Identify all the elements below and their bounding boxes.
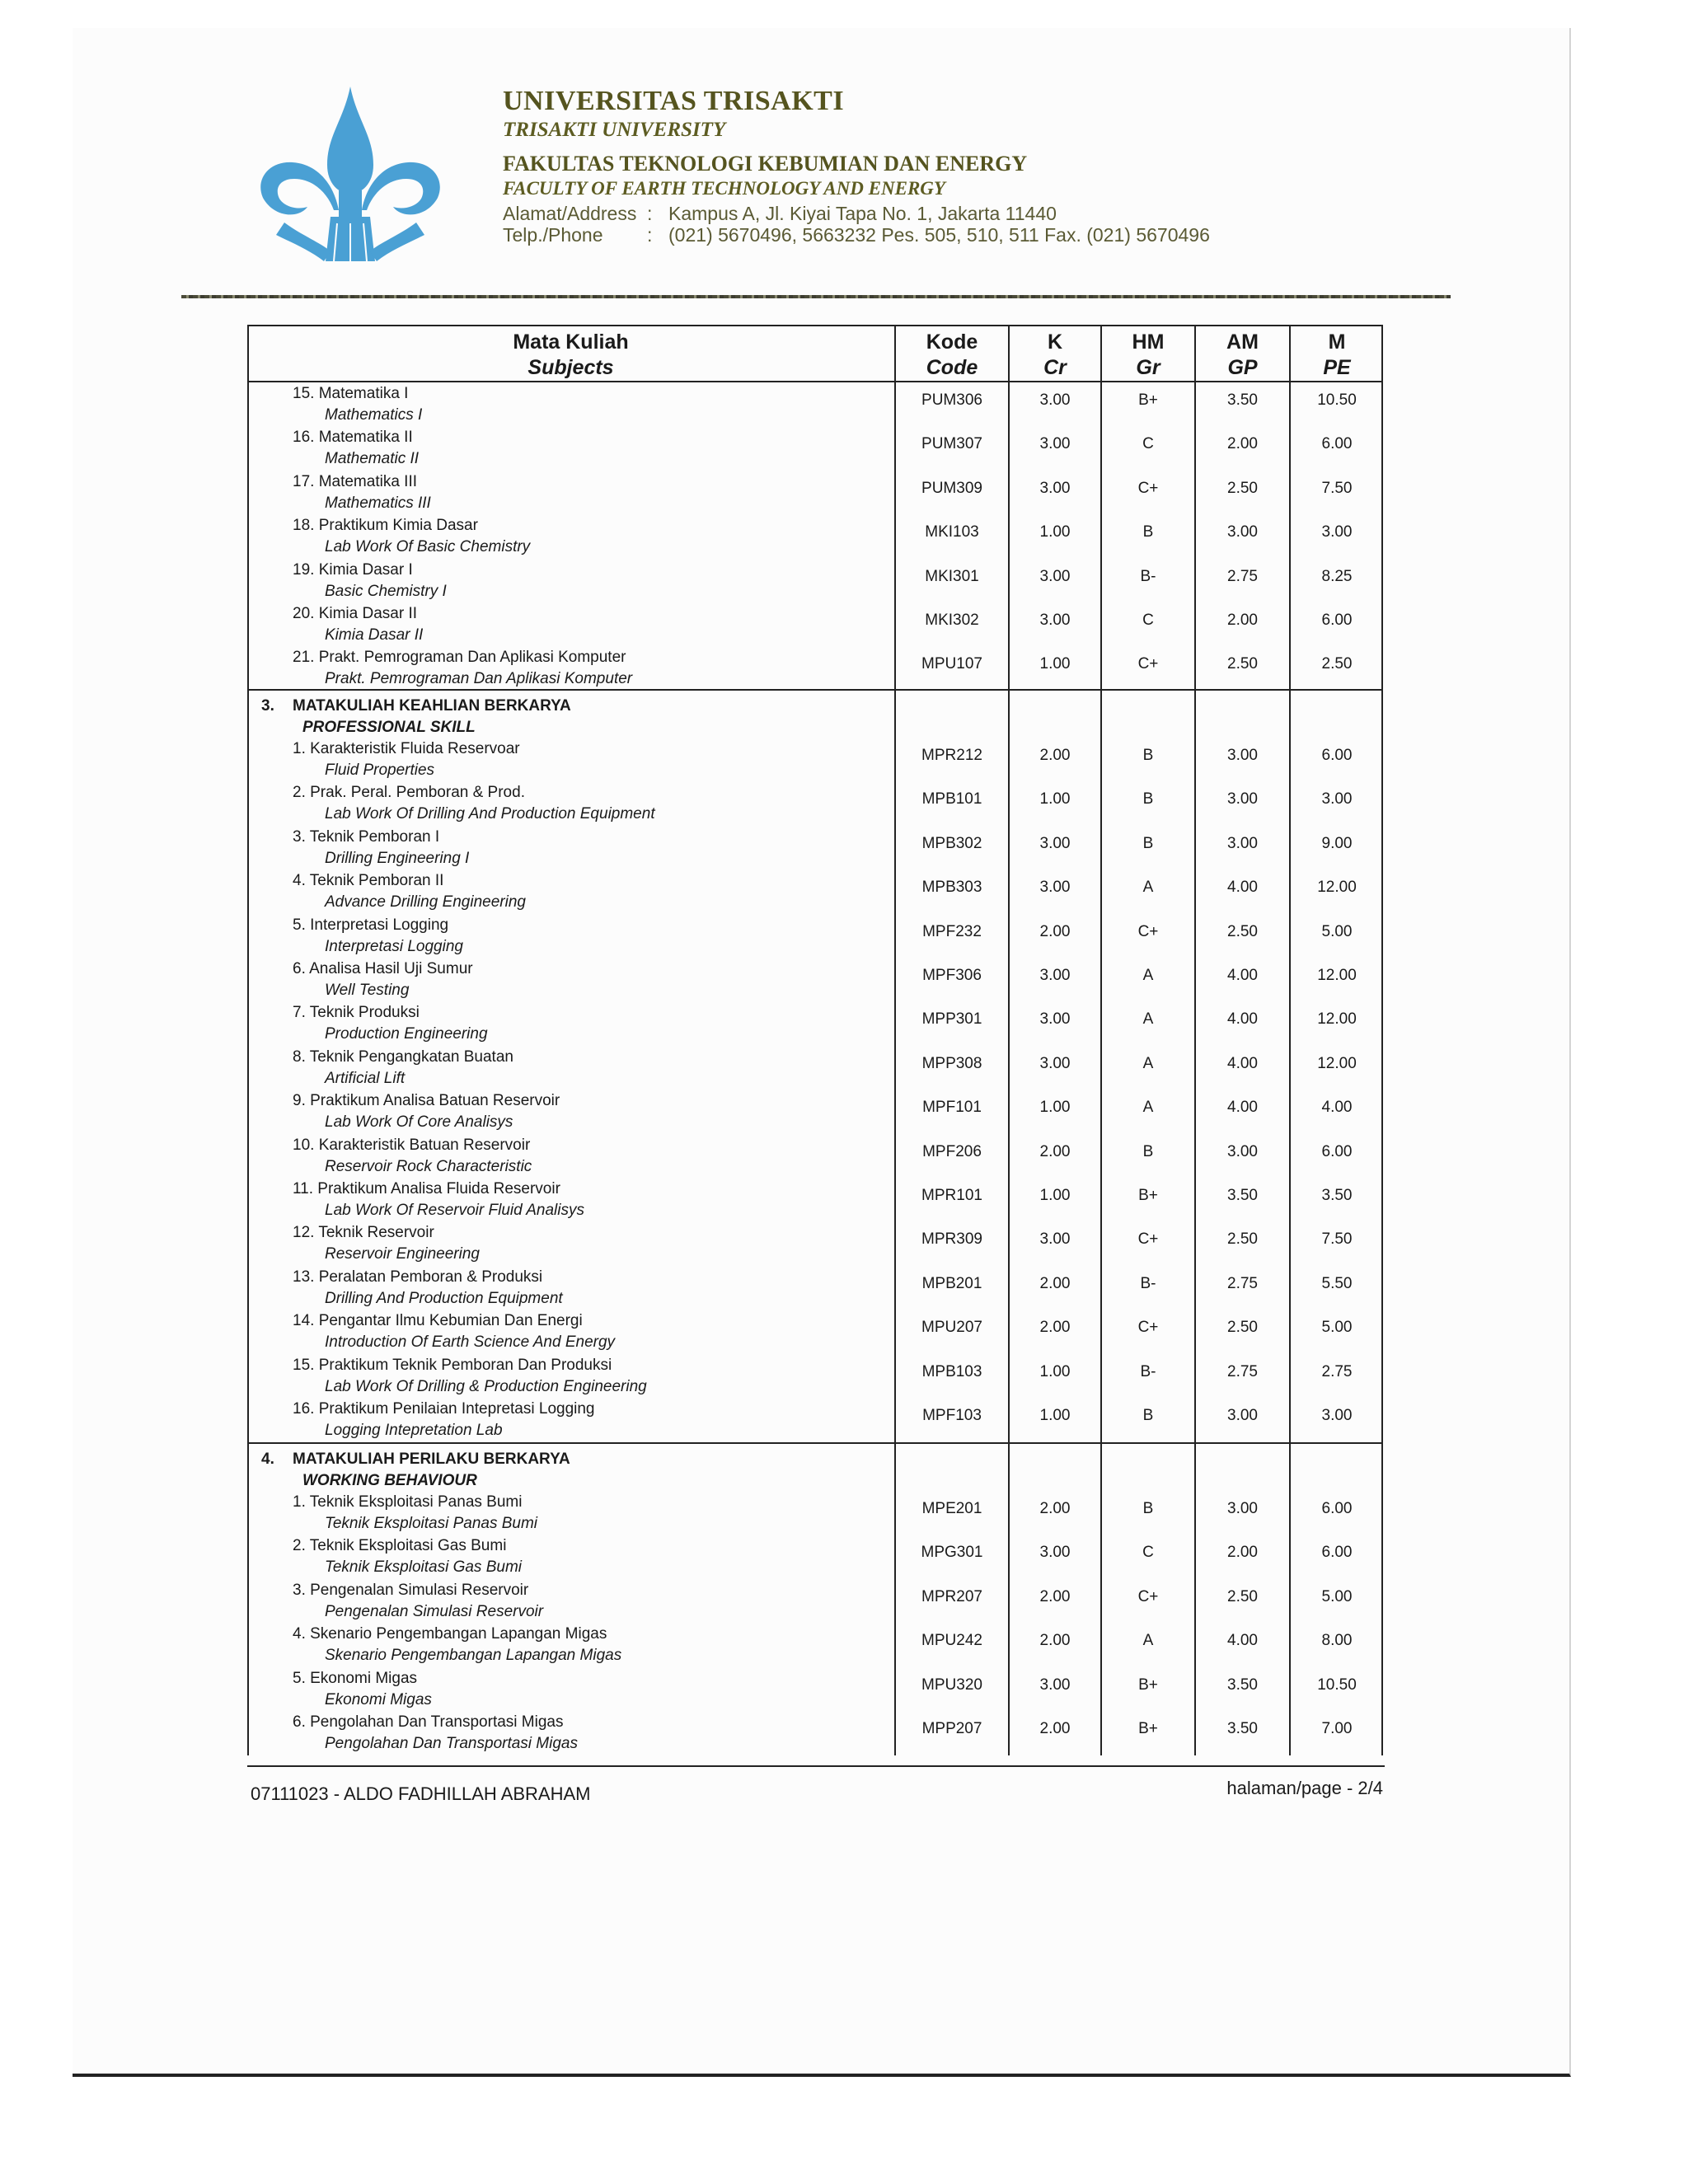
cell-gr: B- [1140, 567, 1156, 585]
cell-gr: B+ [1138, 391, 1158, 409]
table-row [247, 1667, 1383, 1711]
cell-pe: 7.50 [1321, 1230, 1353, 1249]
cell-gr: A [1142, 1632, 1154, 1650]
cell-cr: 1.00 [1039, 1187, 1071, 1204]
cell-cr: 2.00 [1039, 1720, 1071, 1737]
table-row [247, 646, 1383, 690]
subject-name: 14. Pengantar Ilmu Kebumian Dan Energi [293, 1312, 583, 1330]
cell-code: MPE201 [921, 1500, 982, 1517]
header-grade: HM Gr [1132, 330, 1165, 379]
subject-name: 6. Analisa Hasil Uji Sumur [293, 960, 473, 977]
cell-cr: 3.00 [1039, 834, 1071, 852]
cell-cr: 2.00 [1039, 922, 1071, 940]
subject-name: 2. Prak. Peral. Pemboran & Prod. [293, 784, 525, 802]
subject-name: 7. Teknik Produksi [293, 1004, 420, 1022]
subject-name-en: Drilling And Production Equipment [325, 1289, 563, 1307]
subject-name: 15. Praktikum Teknik Pemboran Dan Produksi [293, 1356, 612, 1374]
cell-cr: 3.00 [1039, 1230, 1071, 1249]
section-professional-skill [247, 694, 1383, 738]
cell-gp: 2.75 [1227, 1274, 1258, 1292]
cell-gr: B- [1140, 1274, 1156, 1292]
cell-cr: 3.00 [1039, 879, 1071, 897]
subject-name: 5. Ekonomi Migas [293, 1669, 418, 1687]
cell-cr: 3.00 [1039, 567, 1071, 585]
cell-pe: 12.00 [1317, 967, 1357, 984]
cell-cr: 3.00 [1039, 612, 1071, 629]
cell-gr: B [1142, 1407, 1154, 1424]
cell-pe: 2.50 [1321, 655, 1353, 673]
table-row [247, 1310, 1383, 1353]
cell-gp: 2.50 [1227, 479, 1258, 497]
cell-cr: 3.00 [1039, 1544, 1071, 1562]
section-label-en: WORKING BEHAVIOUR [302, 1472, 477, 1489]
subject-name-en: Teknik Eksploitasi Panas Bumi [325, 1515, 538, 1532]
section-label-en: PROFESSIONAL SKILL [302, 719, 476, 736]
table-row [247, 382, 1383, 426]
phone-label: Telp./Phone [503, 224, 603, 246]
cell-code: MPR309 [921, 1230, 982, 1249]
phone-separator: : [647, 224, 653, 246]
table-row [247, 1535, 1383, 1578]
cell-pe: 3.00 [1321, 790, 1353, 808]
table-row [247, 869, 1383, 913]
cell-gr: A [1142, 1010, 1154, 1029]
table-row [247, 426, 1383, 470]
subject-name: 11. Praktikum Analisa Fluida Reservoir [293, 1180, 560, 1197]
cell-gp: 2.00 [1227, 435, 1258, 453]
cell-pe: 3.00 [1321, 523, 1353, 541]
cell-cr: 2.00 [1039, 1274, 1071, 1292]
cell-gr: A [1142, 879, 1154, 897]
faculty-name-en: FACULTY OF EARTH TECHNOLOGY AND ENERGY [503, 178, 945, 199]
subject-name-en: Reservoir Rock Characteristic [325, 1157, 532, 1175]
cell-code: MPP301 [921, 1010, 982, 1029]
header-gp: AM GP [1226, 330, 1259, 379]
cell-code: MPU207 [921, 1319, 982, 1337]
cell-gr: C+ [1137, 1230, 1159, 1249]
subject-name-en: Reservoir Engineering [325, 1245, 480, 1263]
table-row [247, 1178, 1383, 1221]
address-value: Kampus A, Jl. Kiyai Tapa No. 1, Jakarta 11440 [668, 203, 1057, 224]
cell-pe: 6.00 [1321, 435, 1353, 453]
cell-gr: B [1142, 1142, 1154, 1160]
cell-code: MPB201 [921, 1274, 982, 1292]
cell-code: MPF103 [922, 1407, 982, 1424]
subject-name: 6. Pengolahan Dan Transportasi Migas [293, 1713, 564, 1731]
subject-name-en: Interpretasi Logging [325, 937, 463, 955]
cell-cr: 2.00 [1039, 1587, 1071, 1605]
cell-gr: B+ [1138, 1675, 1158, 1694]
subject-name-en: Advance Drilling Engineering [325, 893, 526, 912]
subject-name-en: Teknik Eksploitasi Gas Bumi [325, 1558, 523, 1577]
university-name-en: TRISAKTI UNIVERSITY [503, 119, 726, 141]
subject-name-en: Artificial Lift [325, 1069, 406, 1087]
subject-name-en: Fluid Properties [325, 762, 435, 779]
cell-gp: 3.50 [1227, 1675, 1258, 1694]
cell-pe: 3.50 [1321, 1187, 1353, 1204]
cell-gr: B [1142, 523, 1154, 541]
subject-name-en: Lab Work Of Core Analisys [325, 1113, 513, 1132]
cell-gr: B [1142, 834, 1154, 852]
cell-pe: 12.00 [1317, 1054, 1357, 1072]
subject-name: 15. Matematika I [293, 385, 409, 402]
table-row [247, 1046, 1383, 1090]
cell-pe: 8.00 [1321, 1632, 1353, 1650]
cell-pe: 5.00 [1321, 1587, 1353, 1605]
table-row [247, 1579, 1383, 1623]
university-logo-icon [251, 87, 449, 264]
phone-line [503, 224, 1210, 246]
subject-name: 19. Kimia Dasar I [293, 560, 413, 579]
cell-pe: 7.00 [1321, 1720, 1353, 1737]
table-row [247, 1491, 1383, 1535]
cell-cr: 3.00 [1039, 1054, 1071, 1072]
cell-pe: 5.00 [1321, 1319, 1353, 1337]
cell-gp: 2.50 [1227, 1587, 1258, 1605]
table-row [247, 471, 1383, 514]
cell-gr: B [1142, 790, 1154, 808]
table-row [247, 1001, 1383, 1045]
cell-gp: 2.50 [1227, 1319, 1258, 1337]
cell-cr: 2.00 [1039, 1142, 1071, 1160]
cell-pe: 6.00 [1321, 612, 1353, 629]
cell-gr: B+ [1138, 1187, 1158, 1204]
cell-pe: 12.00 [1317, 1010, 1357, 1029]
cell-gp: 2.00 [1227, 612, 1258, 629]
subject-name: 4. Teknik Pemboran II [293, 872, 444, 890]
table-row [247, 559, 1383, 602]
footer-divider [247, 1765, 1385, 1767]
subject-name-en: Lab Work Of Basic Chemistry [325, 538, 531, 556]
table-row [247, 1711, 1383, 1755]
subject-name: 21. Prakt. Pemrograman Dan Aplikasi Komputer [293, 649, 626, 667]
subject-name: 1. Karakteristik Fluida Reservoar [293, 740, 520, 757]
cell-code: MPF306 [922, 967, 982, 984]
cell-gp: 4.00 [1227, 1010, 1258, 1029]
cell-gr: B+ [1138, 1720, 1158, 1737]
faculty-name: FAKULTAS TEKNOLOGI KEBUMIAN DAN ENERGY [503, 152, 1028, 176]
section-number: 3. [261, 697, 274, 715]
cell-gr: A [1142, 1054, 1154, 1072]
section-label: MATAKULIAH PERILAKU BERKARYA [293, 1451, 570, 1468]
cell-code: MPF232 [922, 922, 982, 940]
subject-name-en: Introduction Of Earth Science And Energy [325, 1333, 616, 1352]
subject-name: 12. Teknik Reservoir [293, 1224, 434, 1242]
table-row [247, 1134, 1383, 1178]
table-row [247, 781, 1383, 825]
cell-code: MPU320 [921, 1675, 982, 1694]
subject-name: 2. Teknik Eksploitasi Gas Bumi [293, 1537, 507, 1555]
cell-code: MKI103 [925, 523, 979, 541]
cell-pe: 9.00 [1321, 834, 1353, 852]
section-number: 4. [261, 1451, 274, 1468]
cell-code: PUM307 [921, 435, 982, 453]
subject-name-en: Kimia Dasar II [325, 626, 424, 644]
group-divider-line [247, 1442, 1383, 1444]
subject-name: 5. Interpretasi Logging [293, 916, 449, 934]
cell-code: PUM309 [921, 479, 982, 497]
cell-gp: 4.00 [1227, 1054, 1258, 1072]
subject-name: 20. Kimia Dasar II [293, 605, 417, 622]
subject-name-en: Logging Intepretation Lab [325, 1422, 503, 1439]
table-row [247, 1354, 1383, 1398]
cell-gp: 3.00 [1227, 523, 1258, 541]
cell-gp: 2.50 [1227, 922, 1258, 940]
subject-name: 16. Matematika II [293, 429, 413, 447]
cell-pe: 2.75 [1321, 1362, 1353, 1380]
cell-gr: C+ [1137, 1319, 1159, 1337]
cell-cr: 3.00 [1039, 479, 1071, 497]
subject-name-en: Production Engineering [325, 1025, 488, 1043]
cell-gp: 3.00 [1227, 790, 1258, 808]
table-row [247, 514, 1383, 558]
subject-name: 3. Pengenalan Simulasi Reservoir [293, 1581, 529, 1599]
cell-gp: 2.00 [1227, 1544, 1258, 1562]
cell-code: MKI302 [925, 612, 979, 629]
cell-code: MPB303 [921, 879, 982, 897]
section-label: MATAKULIAH KEAHLIAN BERKARYA [293, 697, 571, 715]
cell-code: MPB101 [921, 790, 982, 808]
cell-pe: 5.50 [1321, 1274, 1353, 1292]
university-name: UNIVERSITAS TRISAKTI [503, 86, 845, 116]
cell-code: MPU107 [921, 655, 982, 673]
section-working-behaviour [247, 1447, 1383, 1491]
cell-gr: A [1142, 1099, 1154, 1117]
cell-pe: 12.00 [1317, 879, 1357, 897]
subject-name: 4. Skenario Pengembangan Lapangan Migas [293, 1625, 607, 1643]
cell-pe: 6.00 [1321, 1500, 1353, 1517]
cell-gr: C [1142, 435, 1154, 453]
cell-code: MPR212 [921, 747, 982, 764]
subject-name-en: Well Testing [325, 982, 410, 999]
subject-name: 13. Peralatan Pemboran & Produksi [293, 1268, 543, 1286]
cell-gr: C+ [1137, 479, 1159, 497]
table-row [247, 1623, 1383, 1666]
cell-gr: C [1142, 1544, 1154, 1562]
subject-name: 17. Matematika III [293, 472, 418, 490]
subject-name: 10. Karakteristik Batuan Reservoir [293, 1136, 531, 1154]
grades-table [247, 325, 1383, 1755]
subject-name-en: Skenario Pengembangan Lapangan Migas [325, 1647, 622, 1665]
cell-code: MPR101 [921, 1187, 982, 1204]
table-row [247, 602, 1383, 646]
address-label: Alamat/Address [503, 203, 637, 224]
cell-code: PUM306 [921, 391, 982, 409]
cell-gp: 3.00 [1227, 1500, 1258, 1517]
cell-cr: 1.00 [1039, 1362, 1071, 1380]
subject-name-en: Ekonomi Migas [325, 1690, 432, 1708]
student-name: 07111023 - ALDO FADHILLAH ABRAHAM [251, 1783, 591, 1804]
address-line [503, 203, 1057, 225]
page-number: halaman/page - 2/4 [1226, 1778, 1383, 1798]
cell-cr: 3.00 [1039, 391, 1071, 409]
subject-name: 3. Teknik Pemboran I [293, 827, 440, 846]
cell-pe: 10.50 [1317, 391, 1357, 409]
cell-gp: 2.75 [1227, 567, 1258, 585]
cell-gp: 4.00 [1227, 1099, 1258, 1117]
cell-cr: 1.00 [1039, 655, 1071, 673]
subject-name-en: Lab Work Of Drilling & Production Engineering [325, 1377, 647, 1395]
subject-name-en: Prakt. Pemrograman Dan Aplikasi Komputer [325, 670, 633, 688]
cell-gp: 3.50 [1227, 391, 1258, 409]
cell-gr: A [1142, 967, 1154, 984]
cell-cr: 1.00 [1039, 790, 1071, 808]
cell-cr: 2.00 [1039, 1500, 1071, 1517]
cell-pe: 3.00 [1321, 1407, 1353, 1424]
cell-code: MKI301 [925, 567, 979, 585]
cell-cr: 3.00 [1039, 967, 1071, 984]
cell-gr: B [1142, 747, 1154, 764]
cell-code: MPG301 [921, 1544, 983, 1562]
cell-gp: 2.50 [1227, 655, 1258, 673]
cell-code: MPB103 [921, 1362, 982, 1380]
cell-gr: C+ [1137, 922, 1159, 940]
subject-name: 1. Teknik Eksploitasi Panas Bumi [293, 1493, 523, 1511]
cell-pe: 5.00 [1321, 922, 1353, 940]
cell-pe: 10.50 [1317, 1675, 1357, 1694]
subject-name-en: Mathematics III [325, 494, 431, 512]
header-subject: Mata Kuliah Subjects [513, 330, 629, 379]
table-row [247, 958, 1383, 1001]
cell-gr: C [1142, 612, 1154, 629]
cell-gp: 3.00 [1227, 1142, 1258, 1160]
cell-gp: 4.00 [1227, 967, 1258, 984]
header-credit: K Cr [1043, 330, 1067, 379]
cell-cr: 1.00 [1039, 1407, 1071, 1424]
cell-code: MPU242 [921, 1632, 982, 1650]
cell-code: MPR207 [921, 1587, 982, 1605]
table-row [247, 1221, 1383, 1265]
cell-gp: 3.00 [1227, 834, 1258, 852]
subject-name-en: Pengolahan Dan Transportasi Migas [325, 1735, 578, 1752]
subject-name: 9. Praktikum Analisa Batuan Reservoir [293, 1092, 560, 1110]
subject-name-en: Basic Chemistry I [325, 582, 447, 600]
cell-gr: B [1142, 1500, 1154, 1517]
cell-gr: C+ [1137, 655, 1159, 673]
subject-name: 16. Praktikum Penilaian Intepretasi Logging [293, 1400, 595, 1418]
header-code: Kode Code [926, 330, 978, 379]
table-row [247, 826, 1383, 869]
subject-name-en: Lab Work Of Drilling And Production Equipment [325, 805, 655, 823]
cell-pe: 8.25 [1321, 567, 1353, 585]
cell-gp: 3.00 [1227, 747, 1258, 764]
cell-pe: 7.50 [1321, 479, 1353, 497]
subject-name-en: Pengenalan Simulasi Reservoir [325, 1602, 544, 1620]
header-pe: M PE [1323, 330, 1351, 379]
cell-gr: C+ [1137, 1587, 1159, 1605]
subject-name-en: Mathematics I [325, 406, 423, 424]
cell-pe: 6.00 [1321, 1544, 1353, 1562]
cell-gp: 2.50 [1227, 1230, 1258, 1249]
cell-cr: 3.00 [1039, 1010, 1071, 1029]
cell-cr: 2.00 [1039, 747, 1071, 764]
phone-value: (021) 5670496, 5663232 Pes. 505, 510, 511 Fax. (021) 5670496 [668, 224, 1210, 246]
subject-name-en: Drilling Engineering I [325, 849, 470, 867]
subject-name: 8. Teknik Pengangkatan Buatan [293, 1047, 513, 1066]
table-row [247, 738, 1383, 781]
address-separator: : [647, 203, 653, 224]
cell-gp: 3.50 [1227, 1720, 1258, 1737]
cell-code: MPP207 [921, 1720, 982, 1737]
cell-cr: 3.00 [1039, 435, 1071, 453]
cell-cr: 1.00 [1039, 1099, 1071, 1117]
subject-name: 18. Praktikum Kimia Dasar [293, 517, 478, 535]
table-row [247, 1398, 1383, 1441]
cell-gr: B- [1140, 1362, 1156, 1380]
table-row [247, 914, 1383, 958]
cell-cr: 2.00 [1039, 1319, 1071, 1337]
cell-gp: 2.75 [1227, 1362, 1258, 1380]
subject-name-en: Mathematic II [325, 450, 420, 468]
cell-code: MPF101 [922, 1099, 982, 1117]
cell-gp: 3.50 [1227, 1187, 1258, 1204]
cell-gp: 4.00 [1227, 879, 1258, 897]
cell-cr: 1.00 [1039, 523, 1071, 541]
cell-code: MPF206 [922, 1142, 982, 1160]
cell-pe: 6.00 [1321, 1142, 1353, 1160]
cell-pe: 4.00 [1321, 1099, 1353, 1117]
cell-cr: 2.00 [1039, 1632, 1071, 1650]
subject-name-en: Lab Work Of Reservoir Fluid Analisys [325, 1202, 585, 1219]
cell-pe: 6.00 [1321, 747, 1353, 764]
cell-code: MPB302 [921, 834, 982, 852]
cell-gp: 3.00 [1227, 1407, 1258, 1424]
cell-cr: 3.00 [1039, 1675, 1071, 1694]
table-row [247, 1090, 1383, 1133]
cell-gp: 4.00 [1227, 1632, 1258, 1650]
cell-code: MPP308 [921, 1054, 982, 1072]
header-divider [181, 295, 1451, 298]
table-row [247, 1266, 1383, 1310]
